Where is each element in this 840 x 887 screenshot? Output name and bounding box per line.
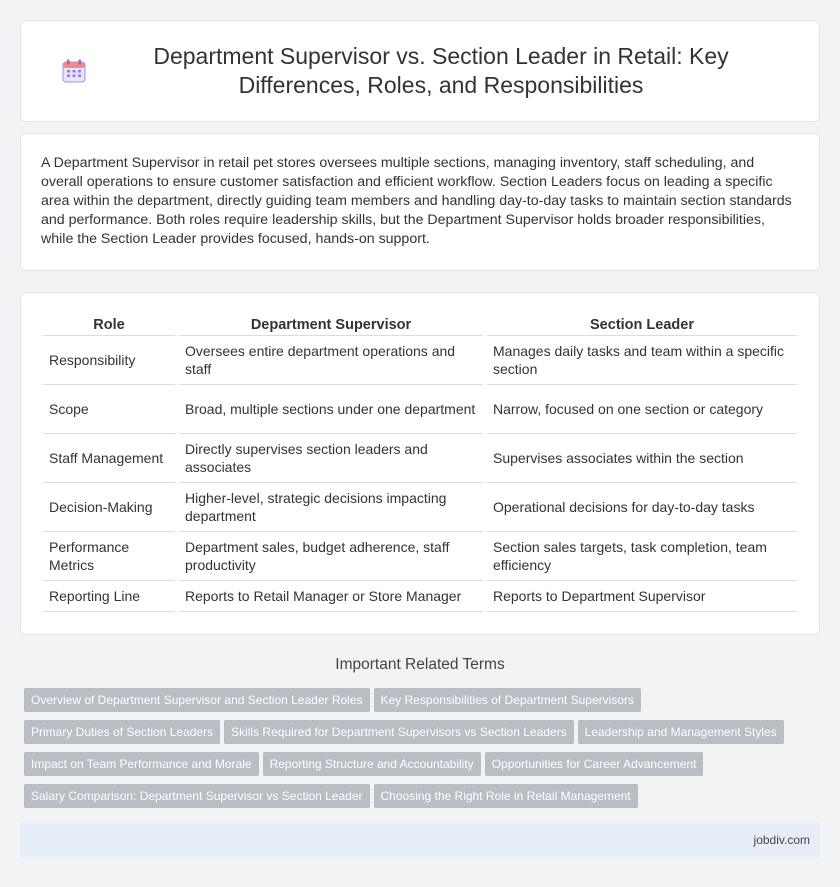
table-row (43, 483, 797, 532)
calendar-icon (61, 58, 87, 84)
related-terms-heading: Important Related Terms (335, 656, 505, 673)
intro-paragraph: A Department Supervisor in retail pet stores oversees multiple sections, managing inventory, staff scheduling, and overall operations to ensure customer satisfaction and efficient workflow. Section Leaders focus on leading a specific area within the department, directly guiding team members and handling day-to-day tasks to maintain section standards and performance. Both roles require leadership skills, but the Department Supervisor holds broader responsibilities, while the Section Leader provides focused, hands-on support. (41, 155, 792, 247)
table-cell-department-supervisor: Reports to Retail Manager or Store Manager (179, 581, 483, 612)
footer (20, 823, 820, 857)
table-cell-role: Reporting Line (43, 581, 175, 612)
related-term-link[interactable]: Key Responsibilities of Department Supervisors (374, 688, 641, 712)
table-cell-role: Decision-Making (43, 483, 175, 532)
table-cell-department-supervisor: Directly supervises section leaders and associates (179, 434, 483, 483)
column-header-role: Role (43, 313, 175, 336)
related-term-link[interactable]: Primary Duties of Section Leaders (24, 720, 220, 744)
table-cell-section-leader: Manages daily tasks and team within a specific section (487, 336, 797, 385)
table-cell-section-leader: Section sales targets, task completion, team efficiency (487, 532, 797, 581)
column-header-department-supervisor: Department Supervisor (179, 313, 483, 336)
related-term-link[interactable]: Salary Comparison: Department Supervisor vs Section Leader (24, 784, 370, 808)
table-cell-role: Staff Management (43, 434, 175, 483)
related-term-link[interactable]: Leadership and Management Styles (578, 720, 784, 744)
table-cell-section-leader: Narrow, focused on one section or category (487, 385, 797, 434)
table-cell-role: Performance Metrics (43, 532, 175, 581)
table-cell-role: Scope (43, 385, 175, 434)
column-header-section-leader: Section Leader (487, 313, 797, 336)
table-row (43, 434, 797, 483)
related-term-link[interactable]: Skills Required for Department Supervisors vs Section Leaders (224, 720, 573, 744)
table-cell-department-supervisor: Oversees entire department operations and staff (179, 336, 483, 385)
related-term-link[interactable]: Overview of Department Supervisor and Section Leader Roles (24, 688, 370, 712)
table-row (43, 532, 797, 581)
table-cell-department-supervisor: Broad, multiple sections under one department (179, 385, 483, 434)
related-term-link[interactable]: Opportunities for Career Advancement (485, 752, 704, 776)
related-term-link[interactable]: Choosing the Right Role in Retail Management (374, 784, 638, 808)
comparison-table (39, 313, 801, 612)
page-title: Department Supervisor vs. Section Leader in Retail: Key Differences, Roles, and Responsibilities (153, 43, 729, 98)
table-cell-section-leader: Reports to Department Supervisor (487, 581, 797, 612)
table-row (43, 581, 797, 612)
title-wrap (21, 42, 819, 100)
table-cell-section-leader: Operational decisions for day-to-day tasks (487, 483, 797, 532)
table-cell-department-supervisor: Higher-level, strategic decisions impacting department (179, 483, 483, 532)
table-cell-department-supervisor: Department sales, budget adherence, staff productivity (179, 532, 483, 581)
table-cell-section-leader: Supervises associates within the section (487, 434, 797, 483)
related-term-link[interactable]: Reporting Structure and Accountability (263, 752, 481, 776)
table-row (43, 336, 797, 385)
table-row (43, 385, 797, 434)
comparison-table-card (20, 292, 820, 635)
intro-card (20, 133, 820, 271)
table-cell-role: Responsibility (43, 336, 175, 385)
related-terms-tags (24, 688, 824, 816)
title-card (20, 20, 820, 122)
related-term-link[interactable]: Impact on Team Performance and Morale (24, 752, 259, 776)
footer-site-link[interactable]: jobdiv.com (753, 833, 810, 847)
table-header-row (43, 313, 797, 336)
